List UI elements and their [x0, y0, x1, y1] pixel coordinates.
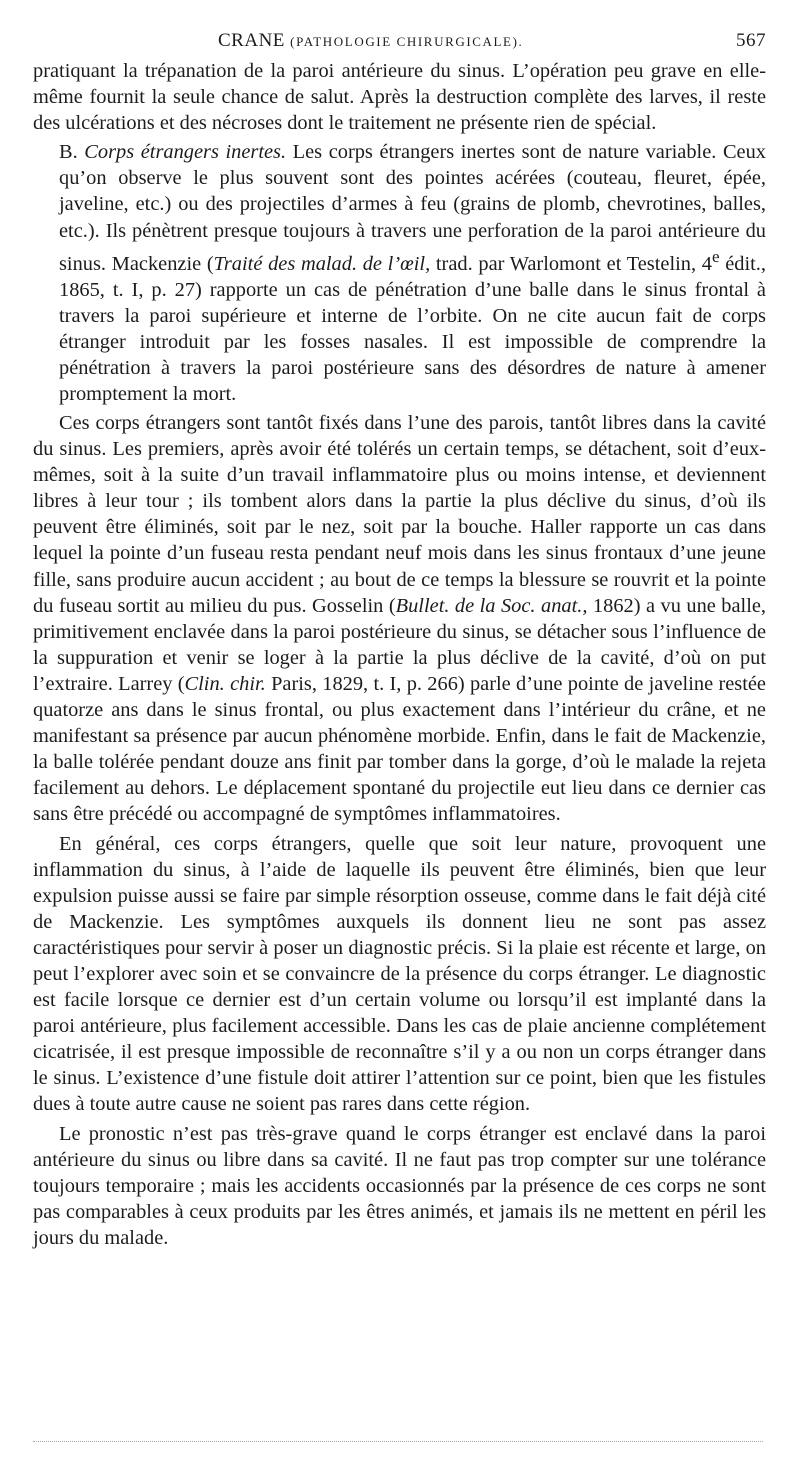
paragraph-prognosis: Le pronostic n’est pas très-grave quand le corps étranger est enclavé dans la paroi antérieure du sinus ou libre dans sa cavité. Il ne faut pas trop compter sur une tolérance toujours temporaire ; mais les accidents occasionnés par la présence de ces corps ne sont pas comparables à ceux produits par les êtres animés, et jamais ils ne mettent en péril les jours du malade.	[33, 1122, 766, 1249]
running-header	[33, 30, 766, 56]
inert-bodies-text-1: Les corps étrangers inertes sont de nature variable. Ceux qu’on observe le plus souvent sont des pointes acérées (couteau, fleuret, épée, javeline, etc.) ou des projectiles d’armes à feu (grains de plomb, chevrotines, balles, etc.). Ils pénètrent presque toujours à travers une perforation de la paroi antérieure du sinus. Mackenzie (	[59, 141, 766, 275]
fixed-free-text-3: Paris, 1829, t. I, p. 266) parle d’une pointe de javeline restée quatorze ans dans le sinus frontal, ou plus exactement dans l’intérieur du crâne, et ne manifestant sa présence par aucun phénomène morbide. Enfin, dans le fait de Mackenzie, la balle tolérée pendant douze ans finit par tomber dans la gorge, d’où le malade la rejeta facilement au dehors. Le déplacement spontané du projectile eut lieu dans ce dernier cas sans être précédé ou accompagné de symptômes inflammatoires.	[33, 672, 766, 826]
fixed-free-text-1: Ces corps étrangers sont tantôt fixés dans l’une des parois, tantôt libres dans la cavité du sinus. Les premiers, après avoir été tolérés un certain temps, se détachent, soit d’eux-mêmes, soit à la suite d’un travail inflammatoire plus ou moins intense, et deviennent libres à leur tour ; ils tombent alors dans la partie la plus déclive du sinus, d’où ils peuvent être éliminés, soit par le nez, soit par la bouche. Haller rapporte un cas dans lequel la pointe d’un fuseau resta pendant neuf mois dans les sinus frontaux d’une jeune fille, sans produire aucun accident ; au bout de ce temps la blessure se rouvrit et la pointe du fuseau sortit au milieu du pus. Gosselin (	[33, 412, 766, 617]
reference-mackenzie: Traité des malad. de l’œil,	[213, 252, 431, 275]
inert-bodies-text-3: édit., 1865, t. I, p. 27) rapporte un cas de pénétration d’une balle dans le sinus frontal à travers la paroi supérieure et interne de l’orbite. On ne cite aucun fait de corps étranger introduit par les fosses nasales. Il est impossible de comprendre la pénétration à travers la paroi postérieure sans des désordres de nature à amener promptement la mort.	[59, 252, 766, 405]
fixed-free-text-2: 1862) a vu une balle, primitivement enclavée dans la paroi postérieure du sinus, se détacher sous l’influence de la suppuration et venir se loger à la partie la plus déclive de la cavité, d’où on put l’extraire. Larrey (	[33, 594, 767, 695]
paragraph-inert-foreign-bodies	[33, 139, 766, 407]
section-heading: Corps étrangers inertes.	[84, 141, 287, 164]
book-page	[33, 30, 766, 1251]
edition-superscript: e	[711, 246, 720, 266]
paragraph-trepanation: pratiquant la trépanation de la paroi antérieure du sinus. L’opération peu grave en elle-même fournit la seule chance de salut. Après la destruction complète des larves, il reste des ulcérations et des nécroses dont le traitement ne présente rien de spécial.	[33, 60, 766, 135]
section-label: B.	[59, 141, 78, 164]
page-number: 567	[736, 30, 766, 51]
paragraph-diagnosis: En général, ces corps étrangers, quelle que soit leur nature, provoquent une inflammation du sinus, à l’aide de laquelle ils peuvent être éliminés, bien que leur expulsion puisse aussi se faire par simple résorption osseuse, comme dans le fait déjà cité de Mackenzie. Les symptômes auxquels ils donnent lieu ne sont pas assez caractéristiques pour servir à poser un diagnostic précis. Si la plaie est récente et large, on peut l’explorer avec soin et se convaincre de la présence du corps étranger. Le diagnostic est facile lorsque ce dernier est d’un certain volume ou lorsqu’il est implanté dans la paroi antérieure, plus facilement accessible. Dans les cas de plaie ancienne complétement cicatrisée, il est presque impossible de reconnaître s’il y a ou non un corps étranger dans le sinus. L’existence d’une fistule doit attirer l’attention sur ce point, bien que les fistules dues à toute autre cause ne soient pas rares dans cette région.	[33, 832, 766, 1116]
running-title	[218, 30, 523, 52]
inert-bodies-text-2: trad. par Warlomont et Testelin, 4	[430, 252, 712, 275]
paragraph-fixed-or-free	[33, 410, 766, 828]
footer-divider	[33, 1441, 763, 1442]
running-title-main: CRANE	[218, 30, 285, 51]
reference-larrey: Clin. chir.	[184, 672, 266, 695]
running-title-subtitle: (PATHOLOGIE CHIRURGICALE).	[290, 34, 524, 49]
reference-gosselin: Bullet. de la Soc. anat.,	[395, 594, 588, 617]
body-text	[33, 58, 766, 1251]
